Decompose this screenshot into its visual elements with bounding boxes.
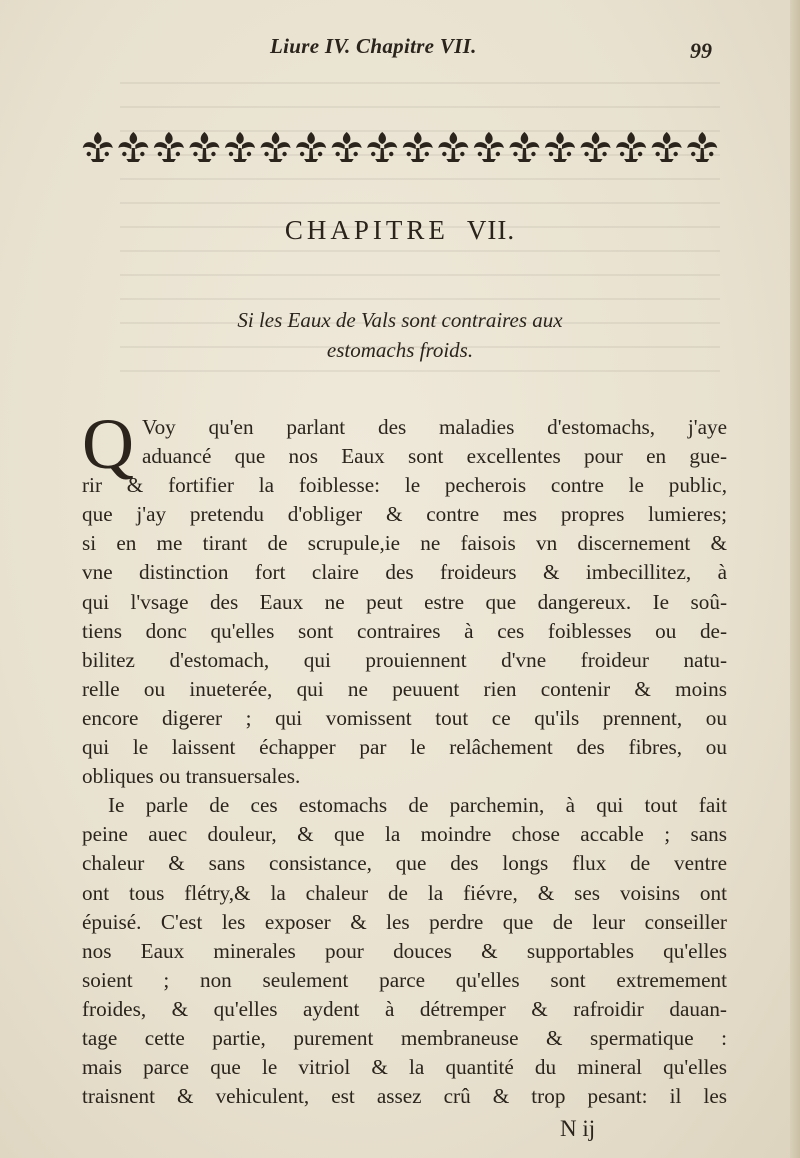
text-line: vne distinction fort claire des froideurs & imbecillitez, à xyxy=(82,560,727,585)
text-line: relle ou inueterée, qui ne peuuent rien contenir & moins xyxy=(82,676,727,701)
text-line: Ie parle de ces estomachs de parchemin, à qui tout fait xyxy=(108,793,727,818)
subtitle-line-2: estomachs froids. xyxy=(326,338,474,362)
text-line: qui l'vsage des Eaux ne peut estre que dangereux. Ie soû- xyxy=(82,589,727,614)
text-line: soient ; non seulement parce qu'elles sont extremement xyxy=(82,967,727,992)
running-head-title: Liure IV. Chapitre VII. xyxy=(270,34,477,58)
text-line: épuisé. C'est les exposer & les perdre que de leur conseiller xyxy=(82,909,727,934)
fleuron-icon xyxy=(509,132,539,162)
text-line: bilitez d'estomach, qui prouiennent d'vne froideur natu- xyxy=(82,647,727,672)
fleuron-icon xyxy=(652,132,682,162)
fleuron-ornament-icon xyxy=(80,120,720,170)
text-line: rir & fortifier la foiblesse: le pecherois contre le public, xyxy=(82,473,727,498)
fleuron-icon xyxy=(403,132,433,162)
chapter-heading-label: CHAPITRE xyxy=(284,215,449,245)
text-line: que j'ay pretendu d'obliger & contre mes propres lumieres; xyxy=(82,502,727,527)
text-line: encore digerer ; qui vomissent tout ce qu'ils prennent, ou xyxy=(82,705,727,730)
fleuron-icon xyxy=(225,132,255,162)
drop-cap: Q xyxy=(82,404,134,484)
fleuron-icon xyxy=(438,132,468,162)
fleuron-icon xyxy=(474,132,504,162)
fleuron-icon xyxy=(189,132,219,162)
text-line: peine auec douleur, & que la moindre chose accable ; sans xyxy=(82,822,727,847)
text-line: chaleur & sans consistance, que des longs flux de ventre xyxy=(82,851,727,876)
fleuron-icon xyxy=(154,132,184,162)
fleuron-icon xyxy=(616,132,646,162)
fleuron-icon xyxy=(118,132,148,162)
text-line: si en me tirant de scrupule,ie ne faisois vn discernement & xyxy=(82,531,727,556)
fleuron-icon xyxy=(581,132,611,162)
chapter-heading xyxy=(0,215,800,246)
text-line: nos Eaux minerales pour douces & supportables qu'elles xyxy=(82,938,727,963)
fleuron-icon xyxy=(261,132,291,162)
text-line: tage cette partie, purement membraneuse & spermatique : xyxy=(82,1025,727,1050)
signature-mark: N ij xyxy=(560,1116,596,1141)
text-line: traisnent & vehiculent, est assez crû & trop pesant: il les xyxy=(82,1084,727,1109)
fleuron-icon xyxy=(83,132,113,162)
text-line: obliques ou transuersales. xyxy=(82,764,301,789)
fleuron-icon xyxy=(296,132,326,162)
text-line: tiens donc qu'elles sont contraires à ces foiblesses ou de- xyxy=(82,618,727,643)
page-edge xyxy=(790,0,800,1158)
text-line: mais parce que le vitriol & la quantité du mineral qu'elles xyxy=(82,1055,727,1080)
fleuron-icon xyxy=(687,132,717,162)
body-text xyxy=(82,404,727,1111)
running-head xyxy=(0,30,800,70)
text-line: qui le laissent échapper par le relâchement des fibres, ou xyxy=(82,735,727,760)
text-line: aduancé que nos Eaux sont excellentes pour en gue- xyxy=(142,444,727,469)
chapter-number: VII. xyxy=(466,215,516,245)
text-line: froides, & qu'elles aydent à détremper & rafroidir dauan- xyxy=(82,996,727,1021)
page-number: 99 xyxy=(690,38,712,63)
fleuron-icon xyxy=(367,132,397,162)
text-line: ont tous flétry,& la chaleur de la fiévre, & ses voisins ont xyxy=(82,880,727,905)
fleuron-icon xyxy=(545,132,575,162)
text-line: Voy qu'en parlant des maladies d'estomachs, j'aye xyxy=(142,415,727,439)
chapter-subtitle xyxy=(0,305,800,365)
fleuron-icon xyxy=(332,132,362,162)
subtitle-line-1: Si les Eaux de Vals sont contraires aux xyxy=(237,308,563,332)
